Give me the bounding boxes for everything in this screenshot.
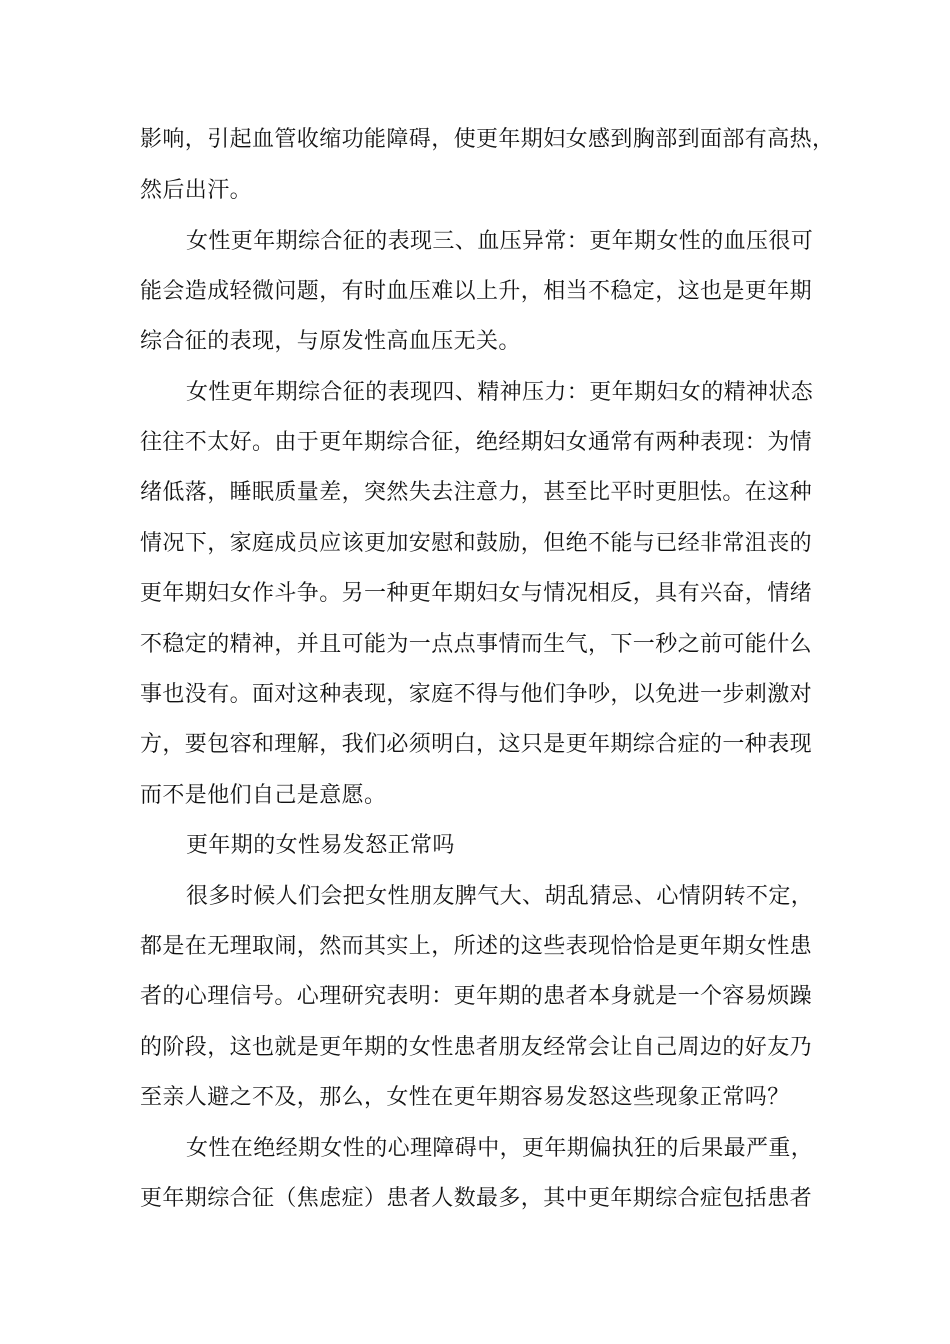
text-line: 能会造成轻微问题，有时血压难以上升，相当不稳定，这也是更年期 <box>140 279 813 304</box>
text-line: 都是在无理取闹，然而其实上，所述的这些表现恰恰是更年期女性患 <box>140 934 813 959</box>
paragraph-first-line: 女性更年期综合征的表现四、精神压力：更年期妇女的精神状态 <box>186 380 814 405</box>
text-line: 不稳定的精神，并且可能为一点点事情而生气，下一秒之前可能什么 <box>140 632 813 657</box>
text-line: 的阶段，这也就是更年期的女性患者朋友经常会让自己周边的好友乃 <box>140 1035 813 1060</box>
text-line: 更年期妇女作斗争。另一种更年期妇女与情况相反，具有兴奋，情绪 <box>140 581 813 606</box>
text-line: 往往不太好。由于更年期综合征，绝经期妇女通常有两种表现：为情 <box>140 430 813 455</box>
paragraph-first-line: 女性更年期综合征的表现三、血压异常：更年期女性的血压很可 <box>186 229 814 254</box>
text-line: 更年期综合征（焦虑症）患者人数最多，其中更年期综合症包括患者 <box>140 1186 813 1211</box>
text-line: 绪低落，睡眠质量差，突然失去注意力，甚至比平时更胆怯。在这种 <box>140 480 813 505</box>
text-line: 影响，引起血管收缩功能障碍，使更年期妇女感到胸部到面部有高热， <box>140 127 835 152</box>
text-line: 事也没有。面对这种表现，家庭不得与他们争吵，以免进一步刺激对 <box>140 682 813 707</box>
text-line: 而不是他们自己是意愿。 <box>140 783 387 808</box>
section-heading: 更年期的女性易发怒正常吗 <box>186 833 455 858</box>
text-line: 者的心理信号。心理研究表明：更年期的患者本身就是一个容易烦躁 <box>140 984 813 1009</box>
text-line: 至亲人避之不及，那么，女性在更年期容易发怒这些现象正常吗？ <box>140 1085 790 1110</box>
paragraph-first-line: 很多时候人们会把女性朋友脾气大、胡乱猜忌、心情阴转不定， <box>186 884 814 909</box>
text-line: 然后出汗。 <box>140 178 253 203</box>
text-line: 方，要包容和理解，我们必须明白，这只是更年期综合症的一种表现 <box>140 732 813 757</box>
paragraph-first-line: 女性在绝经期女性的心理障碍中，更年期偏执狂的后果最严重， <box>186 1136 814 1161</box>
text-line: 情况下，家庭成员应该更加安慰和鼓励，但绝不能与已经非常沮丧的 <box>140 531 813 556</box>
text-line: 综合征的表现，与原发性高血压无关。 <box>140 329 521 354</box>
